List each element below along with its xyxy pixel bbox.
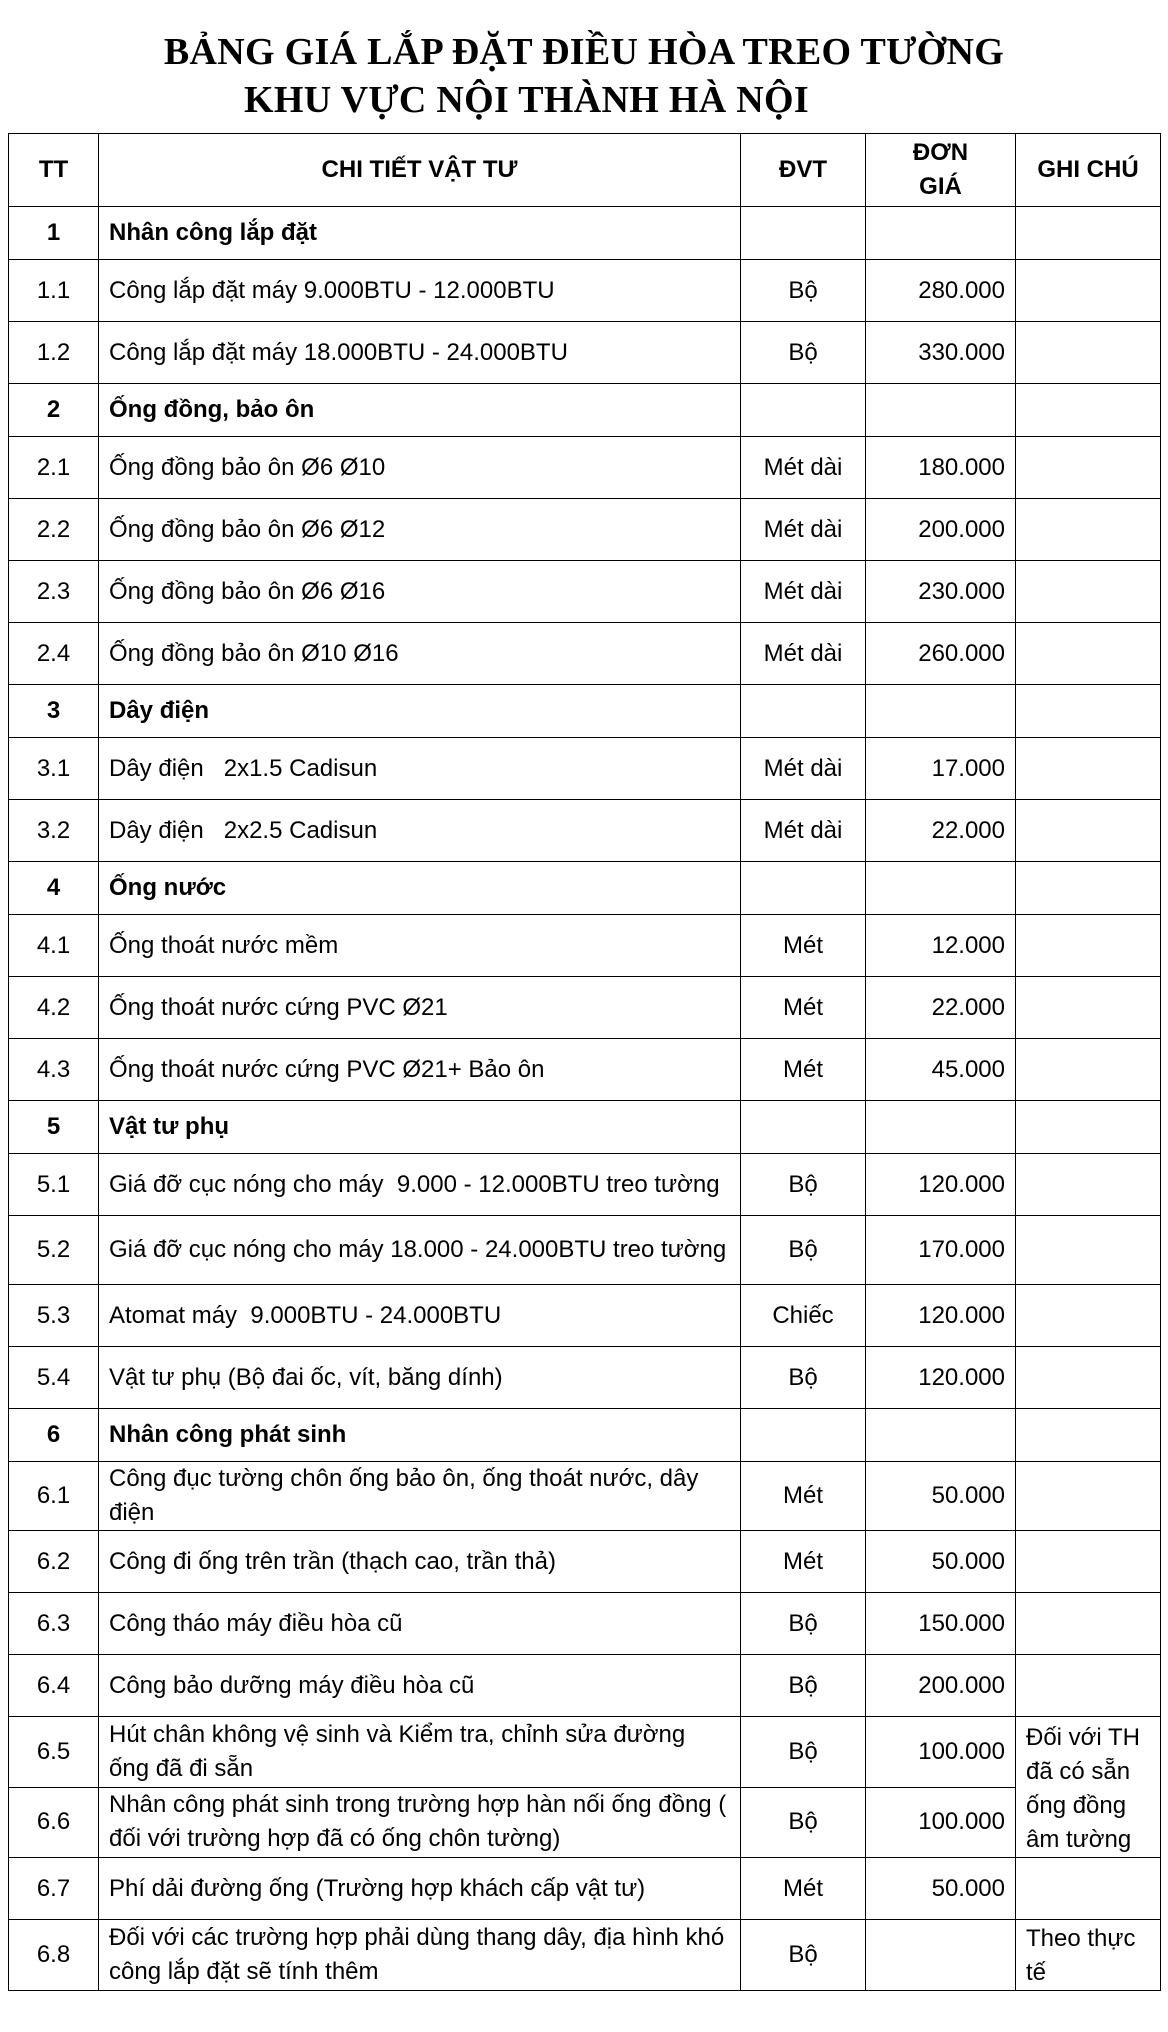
row-number: 6.6 [9,1787,99,1858]
row-item: Ống đồng bảo ôn Ø6 Ø16 [99,561,741,623]
header-price [866,134,1016,207]
row-price: 150.000 [866,1593,1016,1655]
section-name: Ống nước [99,862,741,915]
row-number: 4.2 [9,977,99,1039]
row-unit: Bộ [741,1787,866,1858]
empty-cell [741,862,866,915]
row-unit: Mét dài [741,800,866,862]
table-row [9,260,1161,322]
empty-cell [741,384,866,437]
row-unit: Mét dài [741,437,866,499]
table-row [9,1655,1161,1717]
row-note [1016,1462,1161,1531]
row-price: 45.000 [866,1039,1016,1101]
row-price: 12.000 [866,915,1016,977]
row-note: Đối với TH đã có sẵn ống đồng âm tường [1016,1717,1161,1858]
row-item: Dây điện 2x1.5 Cadisun [99,738,741,800]
table-row [9,437,1161,499]
row-item: Ống thoát nước cứng PVC Ø21 [99,977,741,1039]
row-note [1016,623,1161,685]
row-note [1016,1531,1161,1593]
row-note [1016,1216,1161,1285]
row-number: 1.1 [9,260,99,322]
row-price: 100.000 [866,1787,1016,1858]
row-item: Atomat máy 9.000BTU - 24.000BTU [99,1285,741,1347]
row-price: 120.000 [866,1285,1016,1347]
row-item: Nhân công phát sinh trong trường hợp hàn nối ống đồng ( đối với trường hợp đã có ống chôn tường) [99,1787,741,1858]
table-row [9,915,1161,977]
row-price: 330.000 [866,322,1016,384]
row-price: 120.000 [866,1347,1016,1409]
row-number: 1.2 [9,322,99,384]
row-note [1016,322,1161,384]
row-number: 5.4 [9,1347,99,1409]
row-item: Ống thoát nước cứng PVC Ø21+ Bảo ôn [99,1039,741,1101]
section-number: 3 [9,685,99,738]
row-item: Công bảo dưỡng máy điều hòa cũ [99,1655,741,1717]
row-unit: Bộ [741,1347,866,1409]
row-number: 6.7 [9,1858,99,1920]
row-note [1016,800,1161,862]
row-number: 6.8 [9,1920,99,1991]
row-number: 6.1 [9,1462,99,1531]
row-number: 2.1 [9,437,99,499]
table-row [9,738,1161,800]
row-unit: Mét [741,1039,866,1101]
section-number: 2 [9,384,99,437]
section-name: Nhân công lắp đặt [99,207,741,260]
row-price: 100.000 [866,1717,1016,1788]
row-note [1016,1039,1161,1101]
header-price-line-2: GIÁ [919,173,962,200]
row-price: 180.000 [866,437,1016,499]
row-note [1016,1593,1161,1655]
row-unit: Bộ [741,1593,866,1655]
row-note [1016,1655,1161,1717]
row-number: 2.2 [9,499,99,561]
empty-cell [741,207,866,260]
table-row [9,1154,1161,1216]
row-item: Công đi ống trên trần (thạch cao, trần thả) [99,1531,741,1593]
row-unit: Bộ [741,260,866,322]
table-row [9,1531,1161,1593]
empty-cell [866,384,1016,437]
section-number: 6 [9,1409,99,1462]
table-row [9,1920,1161,1991]
table-header-row [9,134,1161,207]
section-row [9,862,1161,915]
table-row [9,1787,1161,1858]
empty-cell [866,1409,1016,1462]
row-number: 4.3 [9,1039,99,1101]
row-number: 5.1 [9,1154,99,1216]
empty-cell [741,685,866,738]
section-row [9,384,1161,437]
row-price: 17.000 [866,738,1016,800]
price-table [8,133,1161,1991]
row-unit: Bộ [741,1655,866,1717]
row-price [866,1920,1016,1991]
table-row [9,561,1161,623]
empty-cell [1016,207,1161,260]
row-number: 3.2 [9,800,99,862]
row-price: 50.000 [866,1462,1016,1531]
table-row [9,800,1161,862]
row-item: Ống đồng bảo ôn Ø10 Ø16 [99,623,741,685]
row-unit: Mét [741,1531,866,1593]
table-row [9,1347,1161,1409]
empty-cell [741,1101,866,1154]
header-price-line-1: ĐƠN [912,139,969,166]
row-price: 50.000 [866,1531,1016,1593]
row-unit: Mét [741,915,866,977]
section-row [9,685,1161,738]
section-number: 1 [9,207,99,260]
row-note [1016,260,1161,322]
section-number: 5 [9,1101,99,1154]
row-note [1016,437,1161,499]
row-price: 50.000 [866,1858,1016,1920]
header-note: GHI CHÚ [1016,134,1161,207]
row-item: Giá đỡ cục nóng cho máy 18.000 - 24.000BTU treo tường [99,1216,741,1285]
row-unit: Mét dài [741,623,866,685]
row-note [1016,1858,1161,1920]
row-item: Dây điện 2x2.5 Cadisun [99,800,741,862]
table-row [9,623,1161,685]
row-number: 5.2 [9,1216,99,1285]
section-name: Nhân công phát sinh [99,1409,741,1462]
row-item: Công lắp đặt máy 9.000BTU - 12.000BTU [99,260,741,322]
row-price: 230.000 [866,561,1016,623]
row-number: 6.5 [9,1717,99,1788]
row-note [1016,915,1161,977]
row-price: 280.000 [866,260,1016,322]
table-row [9,977,1161,1039]
empty-cell [1016,384,1161,437]
table-row [9,1593,1161,1655]
row-unit: Bộ [741,1717,866,1788]
section-number: 4 [9,862,99,915]
row-item: Hút chân không vệ sinh và Kiểm tra, chỉnh sửa đường ống đã đi sẵn [99,1717,741,1788]
row-unit: Chiếc [741,1285,866,1347]
table-row [9,1858,1161,1920]
row-number: 6.4 [9,1655,99,1717]
table-row [9,322,1161,384]
row-number: 4.1 [9,915,99,977]
empty-cell [1016,1409,1161,1462]
table-row [9,1216,1161,1285]
empty-cell [866,1101,1016,1154]
row-item: Công đục tường chôn ống bảo ôn, ống thoát nước, dây điện [99,1462,741,1531]
table-row [9,1717,1161,1788]
row-number: 2.4 [9,623,99,685]
row-number: 6.2 [9,1531,99,1593]
header-tt: TT [9,134,99,207]
section-name: Ống đồng, bảo ôn [99,384,741,437]
row-note [1016,561,1161,623]
row-price: 200.000 [866,1655,1016,1717]
row-note [1016,1285,1161,1347]
row-unit: Mét [741,977,866,1039]
row-item: Ống đồng bảo ôn Ø6 Ø12 [99,499,741,561]
row-number: 5.3 [9,1285,99,1347]
table-row [9,1285,1161,1347]
row-price: 22.000 [866,800,1016,862]
row-price: 120.000 [866,1154,1016,1216]
row-unit: Mét [741,1462,866,1531]
table-row [9,1462,1161,1531]
row-price: 260.000 [866,623,1016,685]
empty-cell [741,1409,866,1462]
row-number: 6.3 [9,1593,99,1655]
row-item: Ống thoát nước mềm [99,915,741,977]
header-item: CHI TIẾT VẬT TƯ [99,134,741,207]
page-title-line-1: BẢNG GIÁ LẮP ĐẶT ĐIỀU HÒA TREO TƯỜNG [163,31,1005,73]
row-note [1016,977,1161,1039]
row-number: 3.1 [9,738,99,800]
row-note [1016,1154,1161,1216]
empty-cell [1016,862,1161,915]
row-unit: Mét dài [741,499,866,561]
row-item: Đối với các trường hợp phải dùng thang dây, địa hình khó công lắp đặt sẽ tính thêm [99,1920,741,1991]
section-name: Vật tư phụ [99,1101,741,1154]
row-price: 200.000 [866,499,1016,561]
row-note [1016,499,1161,561]
row-note [1016,1347,1161,1409]
row-item: Phí dải đường ống (Trường hợp khách cấp vật tư) [99,1858,741,1920]
table-row [9,1039,1161,1101]
empty-cell [866,207,1016,260]
row-note: Theo thực tế [1016,1920,1161,1991]
page-title-line-2: KHU VỰC NỘI THÀNH HÀ NỘI [244,79,809,121]
row-item: Công lắp đặt máy 18.000BTU - 24.000BTU [99,322,741,384]
row-unit: Bộ [741,1154,866,1216]
row-item: Công tháo máy điều hòa cũ [99,1593,741,1655]
row-item: Ống đồng bảo ôn Ø6 Ø10 [99,437,741,499]
row-unit: Mét [741,1858,866,1920]
row-unit: Mét dài [741,738,866,800]
row-price: 170.000 [866,1216,1016,1285]
header-unit: ĐVT [741,134,866,207]
section-row [9,1409,1161,1462]
section-row [9,1101,1161,1154]
section-name: Dây điện [99,685,741,738]
empty-cell [1016,685,1161,738]
row-unit: Bộ [741,1216,866,1285]
row-item: Vật tư phụ (Bộ đai ốc, vít, băng dính) [99,1347,741,1409]
section-row [9,207,1161,260]
row-number: 2.3 [9,561,99,623]
row-unit: Bộ [741,322,866,384]
row-unit: Bộ [741,1920,866,1991]
table-row [9,499,1161,561]
row-price: 22.000 [866,977,1016,1039]
row-item: Giá đỡ cục nóng cho máy 9.000 - 12.000BTU treo tường [99,1154,741,1216]
empty-cell [1016,1101,1161,1154]
row-unit: Mét dài [741,561,866,623]
row-note [1016,738,1161,800]
empty-cell [866,685,1016,738]
empty-cell [866,862,1016,915]
